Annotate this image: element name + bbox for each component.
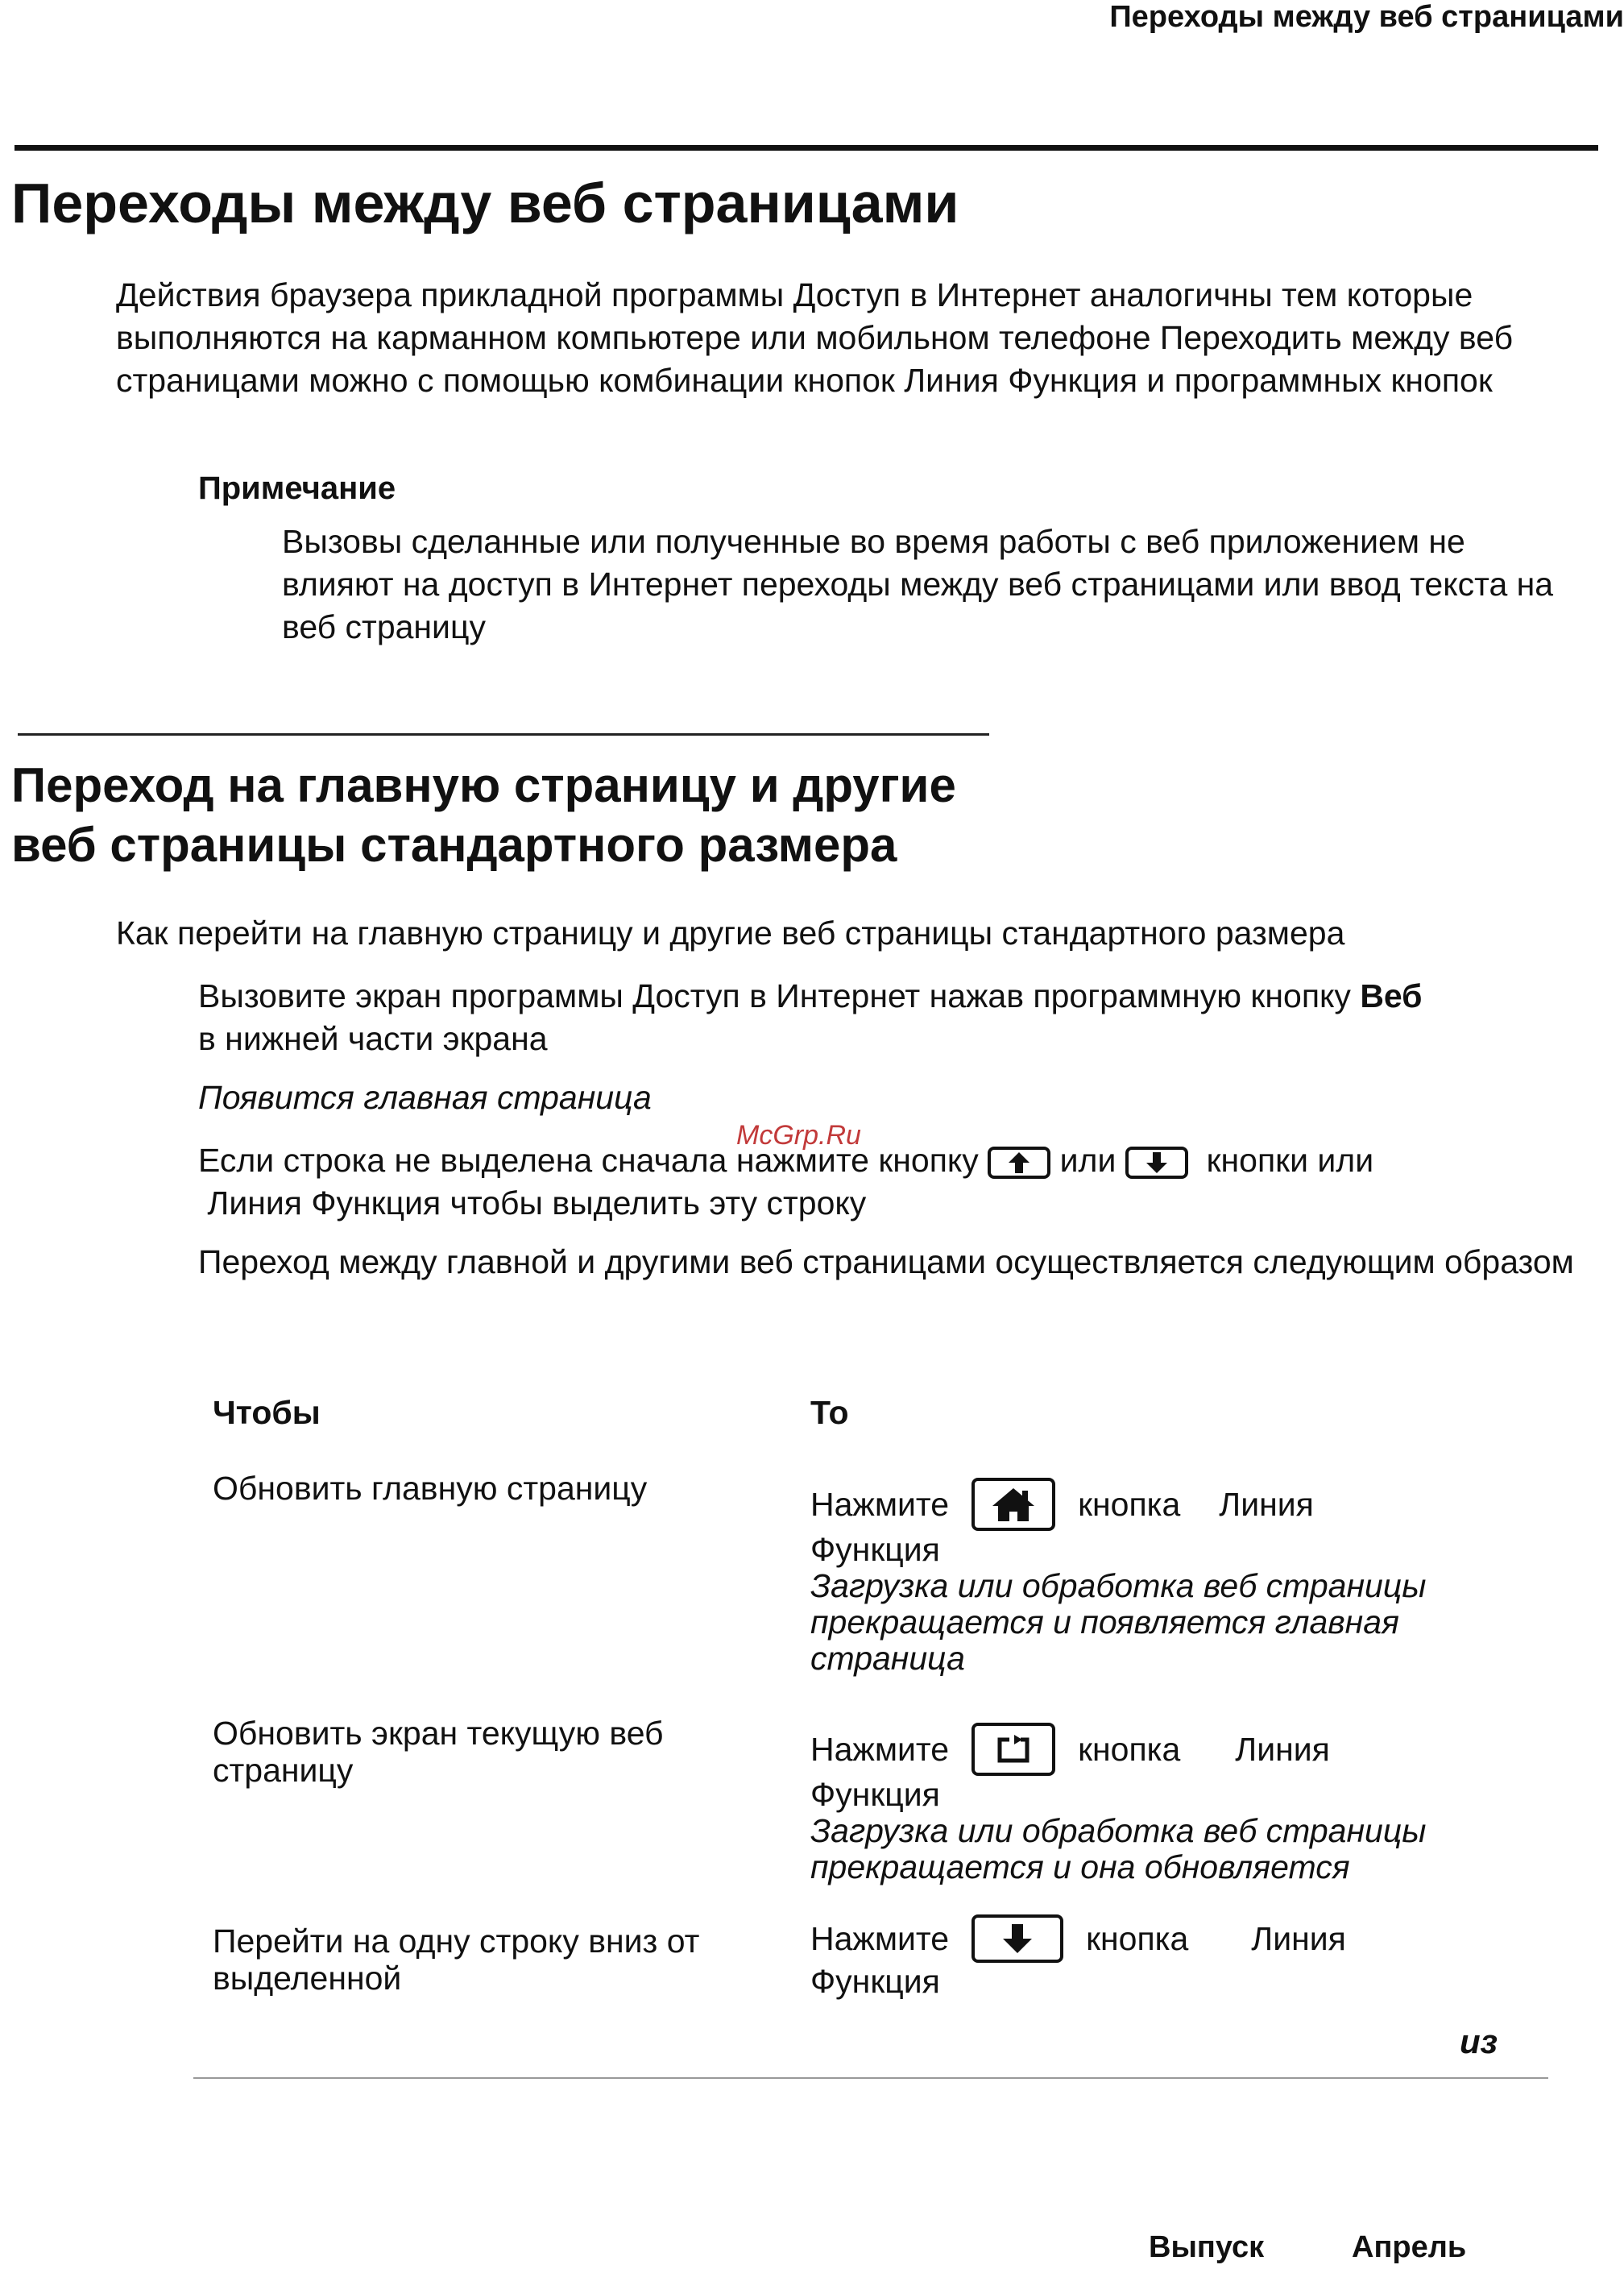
row-3-line: Линия <box>1251 1920 1346 1957</box>
subsection-title-line1: Переход на главную страницу и другие <box>11 758 956 812</box>
table-row-3-action: Перейти на одну строку вниз от выделенной <box>213 1923 700 1997</box>
step-1-result: Появится главная страница <box>198 1079 652 1116</box>
row-3-func: Функция <box>810 1963 940 2000</box>
table-header-right: То <box>810 1394 849 1431</box>
step-1-web-key: Веб <box>1360 977 1423 1014</box>
row-3-press: Нажмите <box>810 1920 950 1957</box>
step-1-tail: в нижней части экрана <box>198 1020 548 1057</box>
row-2-press: Нажмите <box>810 1731 950 1768</box>
up-key <box>988 1147 1050 1179</box>
step-2 <box>198 1139 1584 1225</box>
row-1-line: Линия <box>1219 1486 1314 1523</box>
row-1-result: Загрузка или обработка веб страницы прекращается и появляется главная страница <box>810 1567 1427 1677</box>
table-header-left: Чтобы <box>213 1394 321 1431</box>
row-3-key-label: кнопка <box>1086 1920 1189 1957</box>
section-title: Переходы между веб страницами <box>11 172 959 234</box>
step-2-or: или <box>1059 1142 1116 1179</box>
table-row-1-action: Обновить главную страницу <box>213 1470 648 1507</box>
subsection-title-line2: веб страницы стандартного размера <box>11 818 897 872</box>
subsection-title <box>11 756 1220 875</box>
intro-paragraph: Действия браузера прикладной программы Доступ в Интернет аналогичны тем которые выполняются на карманном компьютере или мобильном телефоне Переходить между веб страницами можно с помощью комбинации кнопок Линия Функция и программных кнопок <box>116 276 1514 399</box>
home-key <box>972 1478 1055 1531</box>
down-key <box>1125 1147 1188 1179</box>
table-row-2-instruction <box>810 1723 1519 1885</box>
row-2-line: Линия <box>1235 1731 1330 1768</box>
row-1-press: Нажмите <box>810 1486 950 1523</box>
table-row-3-instruction <box>810 1914 1519 2000</box>
row-2-key-label: кнопка <box>1078 1731 1181 1768</box>
refresh-icon <box>993 1733 1034 1765</box>
footer-rule <box>193 2077 1548 2079</box>
row-1-key-label: кнопка <box>1078 1486 1181 1523</box>
section-rule <box>18 733 989 736</box>
row-2-result: Загрузка или обработка веб страницы прекращается и она обновляется <box>810 1812 1427 1885</box>
header-rule <box>14 145 1598 151</box>
step-2-text-c: Линия Функция чтобы выделить эту строку <box>207 1184 867 1222</box>
table-row-2-action: Обновить экран текущую веб страницу <box>213 1715 664 1789</box>
arrow-down-icon <box>1000 1923 1035 1955</box>
note-title: Примечание <box>198 471 396 506</box>
row-1-func: Функция <box>810 1531 940 1568</box>
row-2-func: Функция <box>810 1776 940 1813</box>
step-2-text-b: кнопки или <box>1206 1142 1374 1179</box>
note-body: Вызовы сделанные или полученные во время работы с веб приложением не влияют на доступ в Интернет переходы между веб страницами или ввод текста на веб страницу <box>282 523 1554 645</box>
footer-issue: Выпуск <box>1149 2230 1265 2264</box>
arrow-up-icon <box>1007 1151 1031 1174</box>
howto-heading: Как перейти на главную страницу и другие веб страницы стандартного размера <box>116 915 1345 952</box>
home-icon <box>990 1486 1037 1523</box>
step-1-text: Вызовите экран программы Доступ в Интернет нажав программную кнопку <box>198 977 1361 1014</box>
running-header: Переходы между веб страницами <box>1109 0 1624 34</box>
footer-month: Апрель <box>1352 2230 1467 2264</box>
arrow-down-icon <box>1145 1151 1169 1174</box>
refresh-key <box>972 1723 1055 1776</box>
page-of-label: из <box>1460 2022 1498 2060</box>
step-1 <box>198 975 1584 1060</box>
down-key-row-3 <box>972 1914 1063 1963</box>
step-3: Переход между главной и другими веб страницами осуществляется следующим образом <box>198 1243 1574 1280</box>
watermark: McGrp.Ru <box>736 1120 861 1151</box>
step-2-text-a: Если строка не выделена сначала нажмите кнопку <box>198 1142 979 1179</box>
table-row-1-instruction <box>810 1478 1519 1677</box>
